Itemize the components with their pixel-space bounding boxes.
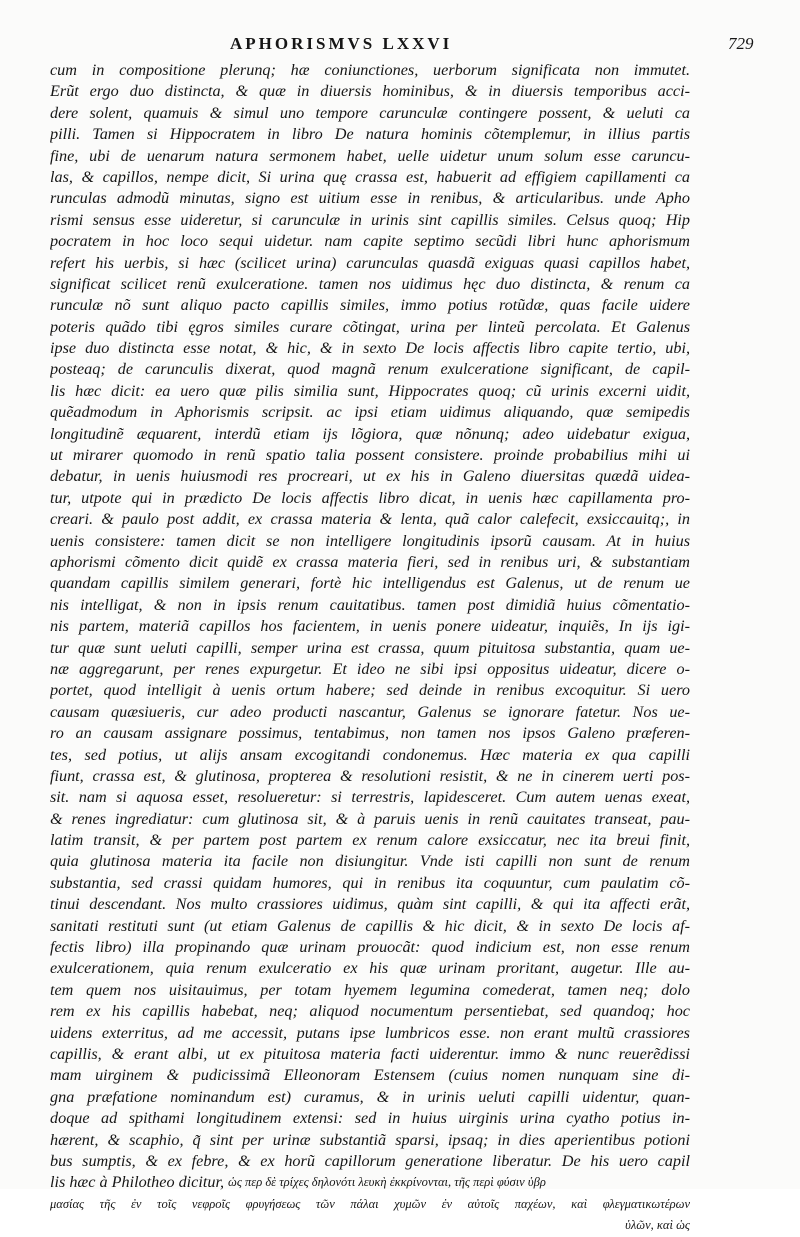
text-line: fiunt, crassa est, & glutinosa, propterea & resolutioni resistit, & ne in cinerem uerti pos- [50,766,690,785]
body-text [50,60,690,1236]
text-line: lis hæc dicit: ea uero quæ pilis similia sunt, Hippocrates quoq; cũ urinis excerni uidit, [50,381,690,400]
text-line: refert his uerbis, si hæc (scilicet urina) carunculas quasdã exiguas quasi capillos habet, [50,253,690,272]
text-line: fine, ubi de uenarum natura sermonem habet, uelle uidetur unum solum esse caruncu- [50,146,690,165]
text-line: cum in compositione plerunq; hæ coniunctiones, uerborum significata non immutet. [50,61,690,79]
text-line: tur, utpote qui in prædicto De locis affectis libro dicat, in uenis hæc capillamenta pro- [50,488,690,507]
text-line: hærent, & scaphio, q̃ sint per urinæ substantiã sparsi, ipsaq; in dies aperientibus potioni [50,1130,690,1149]
text-line: dere solent, quamuis & simul uno tempore carunculæ contingere possent, & ueluti ca [50,103,690,122]
text-line: causam quæsiueris, cur adeo producti nascantur, Galenus se ignorare fatetur. Nos ue- [50,702,690,721]
text-line: poteris quãdo tibi ęgros similes curare cõtingat, urina per linteũ percolata. Et Galenus [50,317,690,336]
text-line: doque ad spithami longitudinem extensi: sed in huius uirginis urina cyatho potius in- [50,1109,690,1128]
greek-quote-line [50,1172,690,1193]
text-line: ipse duo distincta esse notat, & hic, & in sexto De locis affectis libro capite tertio, ubi, [50,339,690,358]
text-line: fectis libro) illa propinando quæ urinam prouocãt: quod indicium est, non esse renum [50,938,690,957]
text-line: quia glutinosa materia ita facile non disiungitur. Vnde isti capilli non sunt de renum [50,852,690,871]
text-line: runculas admodũ minutas, signo est uitium esse in renibus, & articularibus. unde Apho [50,189,690,208]
text-line: ro an causam assignare possimus, tentabimus, non tamen nos ipsos Galeno præferen- [50,724,690,743]
text-line: ut mirarer quomodo in renũ spatio talia possent consistere. proinde probabilius mihi ui [50,446,690,465]
text-line: capillis, & erant albi, ut ex pituitosa materia facti uiderentur. immo & nunc reuerẽdissi [50,1044,690,1063]
text-line: nis partem, materiã capillos hos facientem, in uenis ponere uideatur, inquiẽs, In ijs igi- [50,617,690,636]
text-line: debatur, in uenis huiusmodi res procreari, ut ex his in Galeno diuersitas quædã uidea- [50,467,690,486]
running-head: APHORISMVS LXXVI [230,34,453,53]
text-line: sit. nam si aquosa esset, resolueretur: si terrestris, lapidesceret. Cum autem uenas exeat, [50,788,690,807]
text-line: runculæ nõ sunt aliquo pacto capillis similes, immo potius rotũdæ, quas facile uidere [50,296,690,315]
text-line: las, & capillos, nempe dicit, Si urina quę crassa est, habuerit ad effigiem capillamenti ca [50,167,690,186]
text-line: bus sumptis, & ex febre, & ex horũ capillorum generatione liberatur. De his uero capil [50,1151,690,1170]
text-line: pilli. Tamen si Hippocratem in libro De natura hominis cõtemplemur, in illius partis [50,125,690,144]
text-line: quandam capillis similem generari, fortè hic intelligendus est Galenus, ut de renum ue [50,574,690,593]
text-line: næ aggregarunt, per renes expurgetur. Et ideo ne sibi ipsi oppositus uideatur, dicere o- [50,659,690,678]
page-number: 729 [728,34,754,53]
text-line: substantia, sed crassi quidam humores, qui in renibus ita coquuntur, cum paulatim cõ- [50,873,690,892]
text-line: pocratem in hoc loco sequi uidetur. nam capite septimo secũdi libri hunc aphorismum [50,232,690,251]
greek-text: ὑλῶν, καὶ ὡς [625,1218,690,1233]
latin-lead-text: lis hæc à Philotheo dicitur, [50,1173,225,1192]
text-line: rem ex his capillis habebat, neq; aliquod nocumentum persentiebat, sed quandoq; hoc [50,1002,690,1021]
text-line: uenis consistere: tamen dicit se non intelligere longitudinis ipsorũ causam. At in huius [50,531,690,550]
text-line: Erũt ergo duo distincta, & quæ in diuersis hominibus, & in diuersis temporibus acci- [50,82,690,101]
text-line: gna præfatione nominandum est) curamus, & in urinis ueluti capilli uidentur, quan- [50,1087,690,1106]
text-line: tur quæ sunt ueluti capilli, semper urina est crassa, quum pituitosa substantia, quam ue- [50,638,690,657]
text-line: latim transit, & per partem post partem ex renum calore exsiccatur, nec ita breui finit, [50,831,690,850]
text-line: rismi sensus esse uideretur, si carunculæ in urinis sint capillis similes. Celsus quoq; Hip [50,210,690,229]
text-line: tinui descendant. Nos multo crassiores uidimus, quàm sint capilli, & qui ita affecti erãt, [50,895,690,914]
greek-text: μασίας τῆς ἐν τοῖς νεφροῖς φρυγήσεως τῶν πάλαι χυμῶν ἐν αὐτοῖς παχέων, καὶ φλεγματικωτέρων [50,1196,690,1211]
text-line: tem quem nos uisitauimus, per totam hyemem legumina comederat, tamen neq; dolo [50,980,690,999]
text-line: exulcerationem, quia renum exulceratio ex his quæ urinam proritant, augetur. Ille au- [50,959,690,978]
text-line: portet, quod intelligit à uenis ortum habere; sed deinde in renibus excoquitur. Si uero [50,681,690,700]
text-line: longitudinẽ æquarent, interdũ etiam ijs lõgiora, quæ nõnunq; adeo uidebatur exigua, [50,424,690,443]
text-line: & renes ingrediatur: cum glutinosa sit, & à paruis uenis in renũ cauitates transeat, pau- [50,809,690,828]
text-line: nis intelligat, & non in ipsis renum cauitatibus. tamen post dimidiã huius cõmentatio- [50,595,690,614]
text-line: uidens exterritus, ad me accessit, putans ipse lumbricos esse. non erant multũ crassiores [50,1023,690,1042]
text-line: tes, sed potius, ut alijs ansam excogitandi condonemus. Hæc materia ex qua capilli [50,745,690,764]
text-line: significat scilicet renũ exulceratione. tamen nos uidimus hęc duo distincta, & renum ca [50,274,690,293]
text-line: sanitati restituti sunt (ut etiam Galenus de capillis & hic dicit, & in sexto De locis af- [50,916,690,935]
text-line: creari. & paulo post addit, ex crassa materia & lenta, quã calor calefecit, exsiccauitq;, in [50,510,690,529]
text-line: quẽadmodum in Aphorismis scripsit. ac ipsi etiam uidimus aliquando, quæ semipedis [50,403,690,422]
text-line: posteaq; de carunculis dixerat, quod magnã renum exulceratione significant, de capil- [50,360,690,379]
greek-text: ὡς περ δὲ τρίχες δηλονότι λευκὴ ἐκκρίνονται, τῆς περὶ φύσιν ὑβρ [228,1175,546,1190]
text-line: aphorismi cõmento dicit quidẽ ex crassa materia fieri, sed in renibus uri, & substantiam [50,552,690,571]
text-line: mam uirginem & pudicissimã Elleonoram Estensem (cuius nomen nunquam sine di- [50,1066,690,1085]
